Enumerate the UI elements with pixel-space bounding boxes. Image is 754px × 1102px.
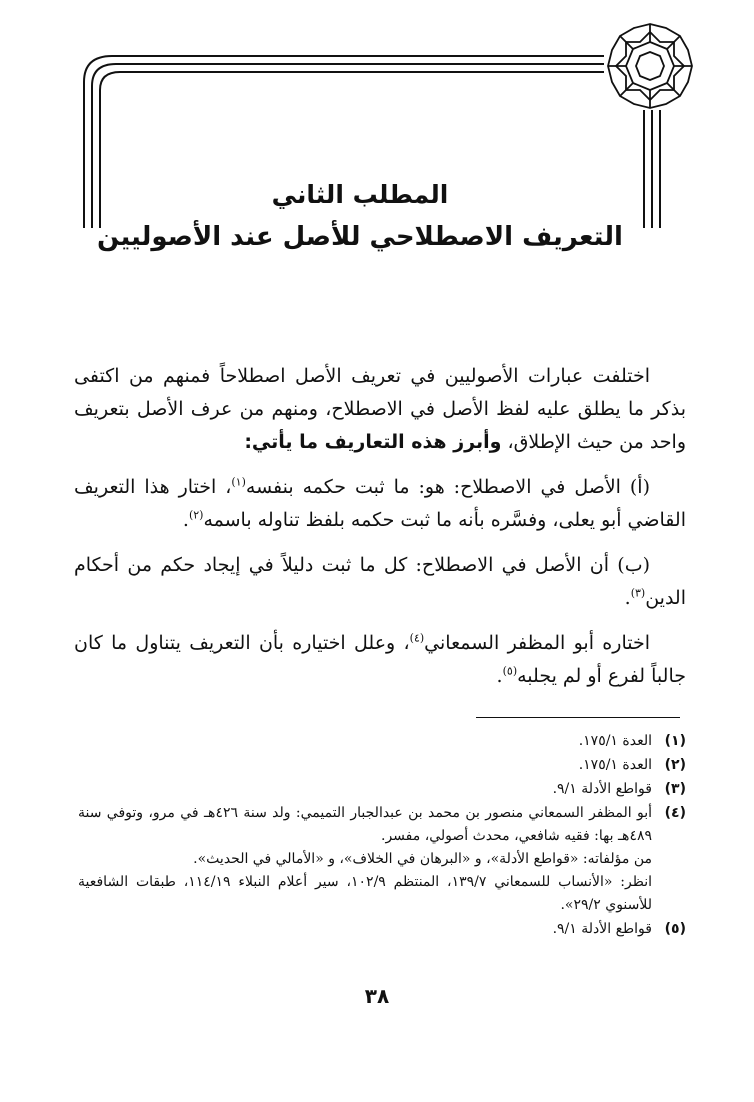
footnote-ref[interactable]: (٢) <box>188 508 204 522</box>
footnotes-list <box>78 730 686 942</box>
footnote-line: العدة ١٧٥/١. <box>578 733 652 749</box>
geometric-ornament-icon <box>608 24 692 108</box>
footnote-item <box>78 778 686 801</box>
paragraph-definition-b <box>74 549 686 615</box>
section-title: المطلب الثاني <box>271 180 449 209</box>
footnote-number: (١) <box>664 733 686 749</box>
paragraph-text: (ب) أن الأصل في الاصطلاح: كل ما ثبت دليلاً في إيجاد حكم من أحكام الدين <box>74 554 686 609</box>
footnote-divider <box>476 717 680 718</box>
paragraph-definition-a <box>74 471 686 537</box>
footnote-ref[interactable]: (١) <box>231 475 246 489</box>
paragraph-text: (أ) الأصل في الاصطلاح: هو: ما ثبت حكمه بنفسه <box>245 476 651 498</box>
body-text <box>74 360 686 705</box>
footnote-text <box>78 730 652 753</box>
footnote-line: أبو المظفر السمعاني منصور بن محمد بن عبدالجبار التميمي: ولد سنة ٤٢٦هـ في مرو، وتوفي سنة ٤٨٩هـ بها: فقيه شافعي، محدث أصولي، مفسر. <box>78 805 652 844</box>
paragraph-bold-text: وأبرز هذه التعاريف ما يأتي: <box>244 431 502 453</box>
paragraph-text: اختاره أبو المظفر السمعاني <box>424 632 650 654</box>
footnote-text <box>78 778 652 801</box>
section-subtitle: التعريف الاصطلاحي للأصل عند الأصوليين <box>97 222 623 252</box>
paragraph-text: ، وعلل اختياره بأن التعريف يتناول ما كان جالباً لفرع أو لم يجلبه <box>74 632 686 687</box>
footnote-item <box>78 754 686 777</box>
footnote-number: (٢) <box>664 757 686 773</box>
decorative-frame <box>0 0 754 330</box>
footnote-item <box>78 802 686 917</box>
footnote-text <box>78 802 652 917</box>
footnote-number: (٥) <box>664 921 686 937</box>
footnote-ref[interactable]: (٥) <box>502 664 518 678</box>
footnote-number: (٤) <box>664 805 686 821</box>
page-number: ٣٨ <box>364 984 390 1008</box>
footnote-number: (٣) <box>664 781 686 797</box>
paragraph-text: . <box>624 587 631 609</box>
footnote-item <box>78 918 686 941</box>
paragraph-text: . <box>182 509 189 531</box>
paragraph-text: اختلفت عبارات الأصوليين في تعريف الأصل اصطلاحاً فمنهم من اكتفى بذكر ما يطلق عليه لفظ الأصل في الاصطلاح، ومنهم من عرف الأصل بتعريف واحد من حيث الإطلاق، <box>74 365 686 453</box>
footnote-ref[interactable]: (٣) <box>630 586 646 600</box>
footnote-line: انظر: «الأنساب للسمعاني ١٣٩/٧، المنتظم ١٠٢/٩، سير أعلام النبلاء ١١٤/١٩، طبقات الشافعية للأسنوي ٢٩/٢». <box>78 874 652 913</box>
footnote-text <box>78 754 652 777</box>
footnote-line: قواطع الأدلة ٩/١. <box>552 781 652 797</box>
footnote-line: من مؤلفاته: «قواطع الأدلة»، و «البرهان في الخلاف»، و «الأمالي في الحديث». <box>193 851 652 867</box>
paragraph-text: . <box>496 665 503 687</box>
footnote-line: العدة ١٧٥/١. <box>578 757 652 773</box>
paragraph-samani <box>74 627 686 693</box>
footnote-text <box>78 918 652 941</box>
paragraph-text: ، اختار هذا التعريف القاضي أبو يعلى، وفسَّره بأنه ما ثبت حكمه بلفظ تناوله باسمه <box>74 476 686 531</box>
footnote-item <box>78 730 686 753</box>
paragraph-intro <box>74 360 686 459</box>
footnote-ref[interactable]: (٤) <box>409 631 425 645</box>
footnote-line: قواطع الأدلة ٩/١. <box>552 921 652 937</box>
